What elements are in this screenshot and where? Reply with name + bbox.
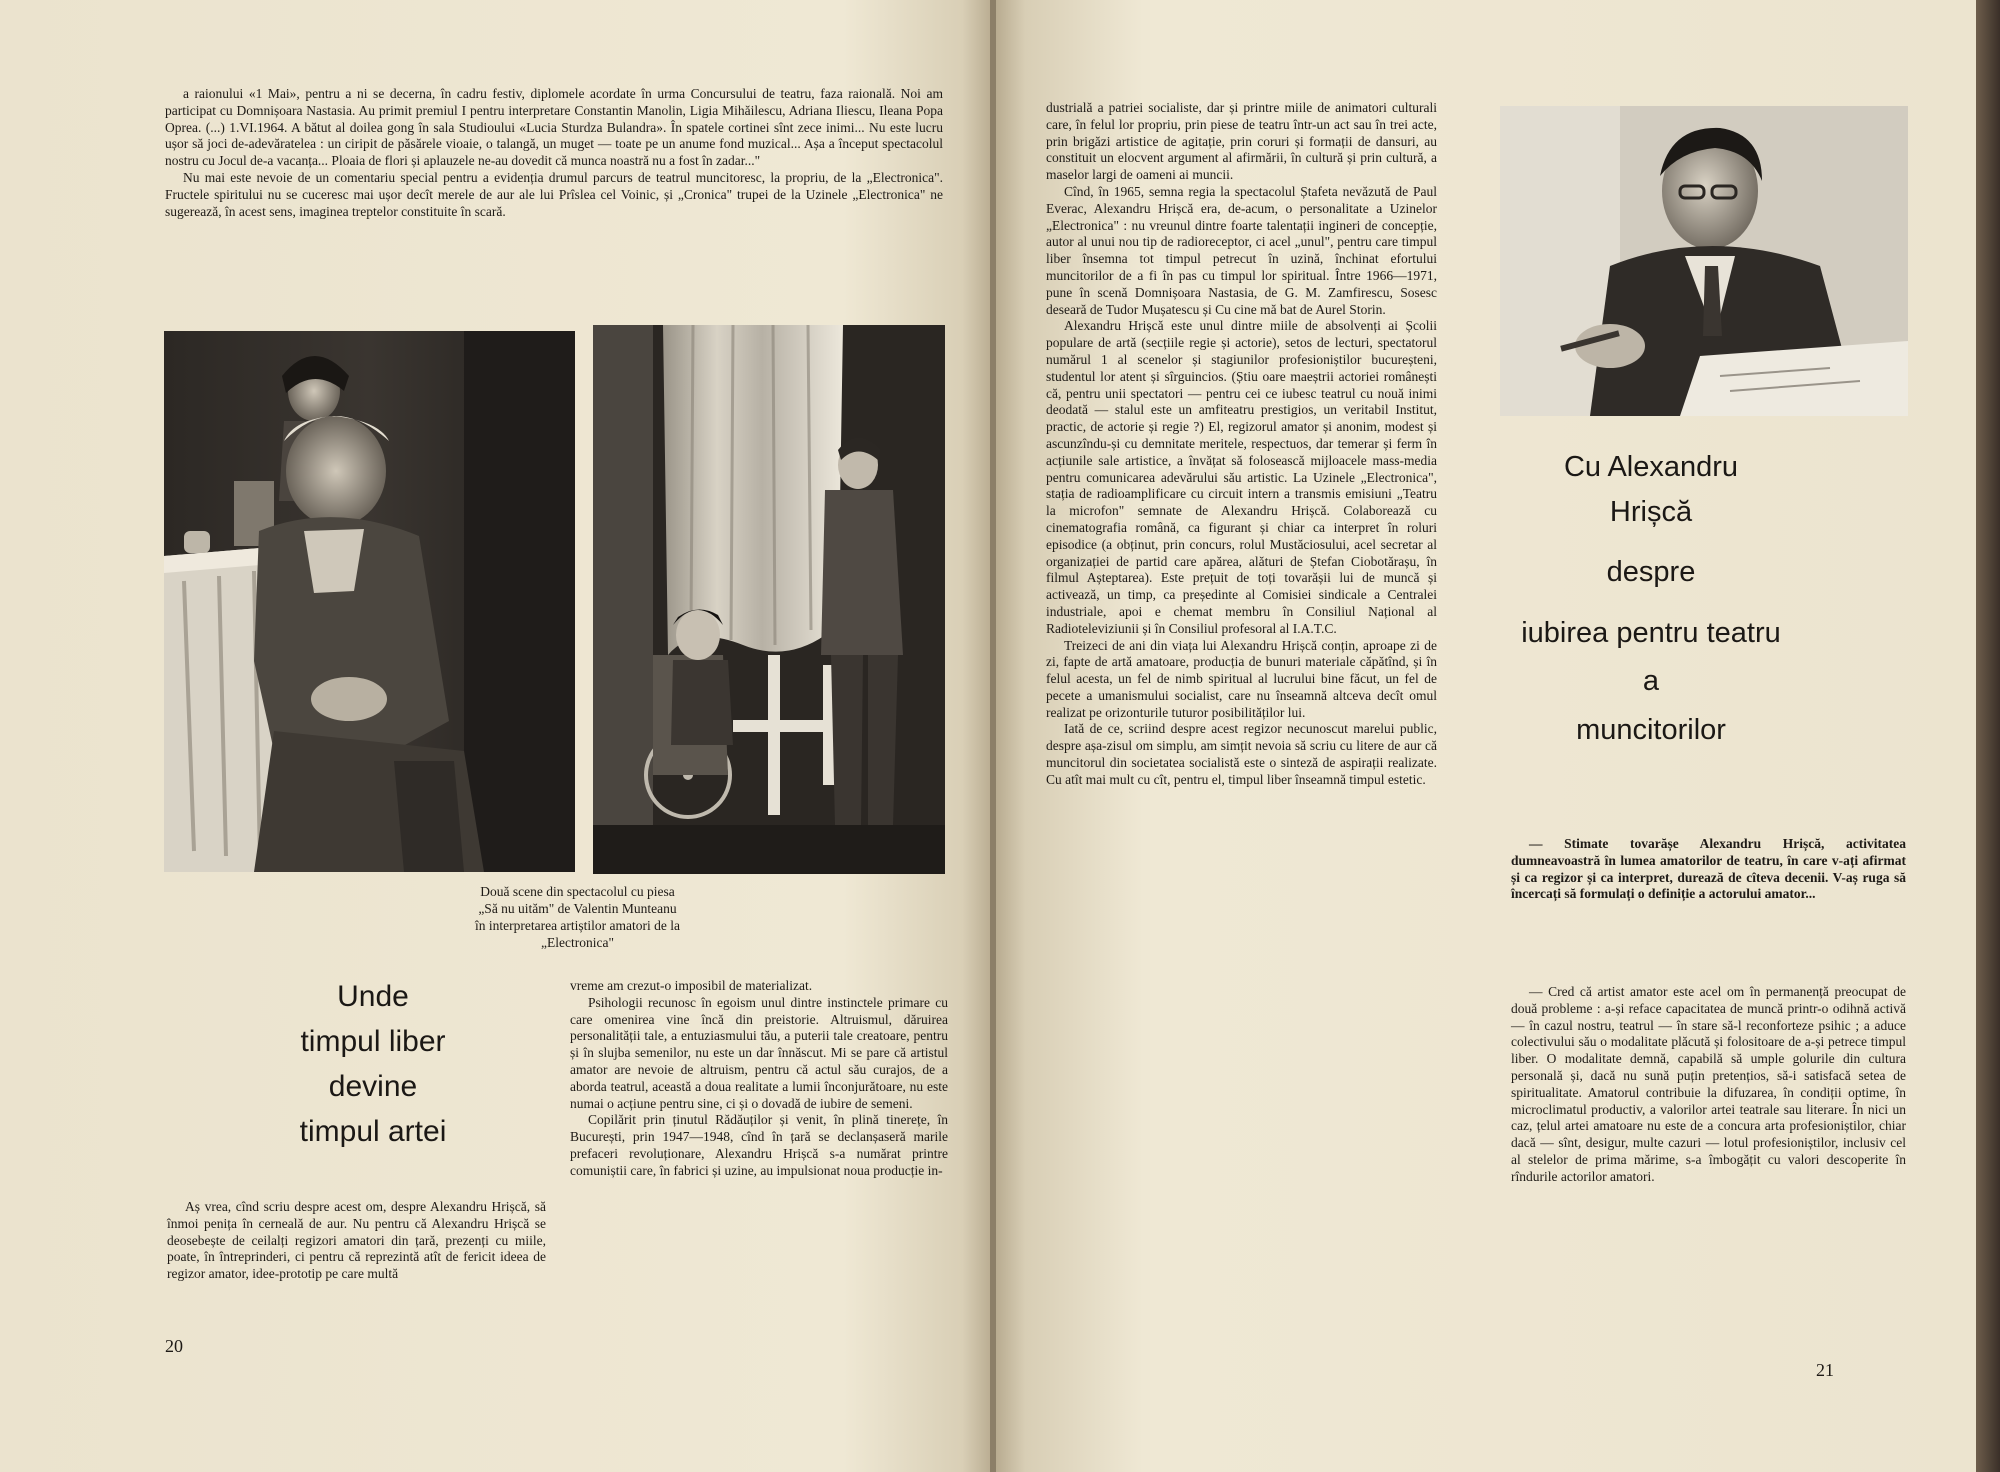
caption-line: „Electronica" bbox=[541, 935, 614, 950]
headline-line: timpul artei bbox=[299, 1115, 447, 1148]
paragraph: — Stimate tovarășe Alexandru Hrișcă, activitatea dumneavoastră în lumea amatorilor de teatru, în care v-ați afirmat și ca regizor și ca interpret, durează de cîteva decenii. V-aș ruga să încercați să formulați o definiție a actorului amator... bbox=[1511, 836, 1906, 902]
book-edge bbox=[1976, 0, 2000, 1472]
paragraph: vreme am crezut-o imposibil de materializat. bbox=[570, 978, 813, 993]
left-page bbox=[0, 0, 992, 1472]
headline-line: muncitorilor bbox=[1576, 713, 1726, 746]
headline-line: Unde bbox=[337, 980, 409, 1013]
paragraph: Cînd, în 1965, semna regia la spectacolul Ștafeta nevăzută de Paul Everac, Alexandru Hrișcă era, de-acum, o personalitate a Uzinelor „Electronica" : nu vreunul dintre foarte talentații ingineri de concepție, autor al unui nou tip de radioreceptor, ci acel „unul", pentru care timpul liber însemna tot timpul petrecut în uzină, închinat efortului muncitorilor de a fi în pas cu timpul lor spiritual. Între 1966—1971, pune în scenă Domnișoara Nastasia, de G. M. Zamfirescu, Sosesc deseară de Tudor Mușatescu și Cu cine mă bat de Aurel Storin. bbox=[1046, 183, 1437, 317]
paragraph: Psihologii recunosc în egoism unul dintre instinctele primare cu care omenirea vine încă din preistorie. Altruismul, dăruirea personalității tale, a entuziasmului tău, a puterii tale creatoare, pentru și în slujba semenilor, nu este un dar înnăscut. Mi se pare că artistul amator are nevoie de altruism, pentru că actul său curajos, de a aborda teatrul, această a doua realitate a lumii înconjurătoare, nu este numai o acțiune pentru sine, ci și o dovadă de iubire de semeni. bbox=[570, 994, 948, 1111]
headline-line: Hrișcă bbox=[1609, 495, 1693, 528]
caption-line: „Să nu uităm" de Valentin Munteanu bbox=[478, 901, 677, 916]
headline-line: timpul liber bbox=[300, 1025, 446, 1058]
interview-answer bbox=[1511, 984, 1906, 1186]
stage-photo-left-image bbox=[164, 331, 575, 872]
article-headline-right bbox=[1466, 445, 1836, 752]
headline-line: a bbox=[1642, 665, 1660, 697]
left-column-1 bbox=[167, 1199, 546, 1283]
paragraph: a raionului «1 Mai», pentru a ni se decerna, în cadru festiv, diplomele acordate în urma Concursului de teatru, faza raională. Noi am participat cu Domnișoara Nastasia. Au primit premiul I pentru interpretare Constantin Manolin, Ligia Mihăilescu, Adriana Iliescu, Ileana Popa Oprea. (...) 1.VI.1964. A bătut al doilea gong în sala Studioului «Lucia Sturdza Bulandra». În spatele cortinei sînt zece inimi... Nu este lucru ușor să joci de-adevăratelea : un ciripit de păsărele vioaie, o talangă, un muget — toate pe un anume fond muzical... Așa a început spectacolul nostru cu Jocul de-a vacanța... Ploaia de flori și aplauzele ne-au dovedit că munca noastră nu a fost în zadar..." bbox=[165, 86, 943, 169]
paragraph: Aș vrea, cînd scriu despre acest om, despre Alexandru Hrișcă, să înmoi penița în cerneală de aur. Nu pentru că Alexandru Hrișcă se deosebește de ceilalți regizori amatori din țară, prezenți cu miile, poate, în întreprinderi, ci pentru că reprezintă atît de fericit ideea de regizor amator, idee-prototip pe care multă bbox=[167, 1199, 546, 1282]
paragraph: Treizeci de ani din viața lui Alexandru Hrișcă conțin, aproape zi de zi, fapte de artă amatoare, producția de bunuri materiale căpătînd, și în felul acesta, un fel de nimb spiritual al lucrului bine făcut, un fel de pecete a umanismului socialist, care nu înseamnă altceva decît omul realizat pe orizonturile tuturor posibilităților lui. bbox=[1046, 637, 1437, 720]
caption-line: în interpretarea artiștilor amatori de la bbox=[474, 918, 681, 933]
photo-caption bbox=[380, 883, 775, 951]
article-headline-left bbox=[228, 974, 518, 1154]
right-column-1 bbox=[1046, 100, 1437, 789]
stage-photo-left bbox=[164, 331, 575, 872]
interview-question bbox=[1511, 836, 1906, 903]
intro-text-block bbox=[165, 86, 943, 220]
portrait-photo-image bbox=[1500, 106, 1908, 416]
portrait-photo bbox=[1500, 106, 1908, 416]
paragraph: Alexandru Hrișcă este unul dintre miile de absolvenți ai Școlii populare de artă (secțiile regie și actorie), setos de lecturi, spectatorul numărul 1 al scenelor și stagiunilor profesioniștilor bucureșteni, studentul lor atent și sîrguincios. (Știu oare maeștrii actoriei românești că, pentru unii spectatori — pentru cei ce iubesc teatrul cu nouă inimi deodată — stalul este un amfiteatru prestigios, un veritabil Institut, practic, de actorie și regie ?) El, regizorul amator și anonim, modest și ascunzîndu-și cu demnitate meritele, respectuos, dar temerar și ferm în acțiunile sale artistice, a învățat să folosească mijloacele mass-media pentru comunicarea adevărului său artistic. La Uzinele „Electronica", stația de radioamplificare cu circuit intern a transmis emisiuni „Teatru la microfon" semnate de Alexandru Hrișcă. Colaborează cu cinematografia română, ca figurant și chiar ca interpret în roluri episodice (a obținut, prin concurs, rolul Mustăciosului, acel secretar al organizației de partid care apărea, alături de Ștefan Ciobotărașu, în filmul Așteptarea). Este prețuit de toți tovarășii lui de muncă și activează, un timp, ca președinte al Comisiei sindicale a Centralei industriale, apoi e chemat membru în Consiliul Național al Radioteleviziunii și în Consiliul profesoral al I.A.T.C. bbox=[1046, 318, 1437, 636]
paragraph: — Cred că artist amator este acel om în permanență preocupat de două probleme : a-și reface capacitatea de muncă printr-o odihnă activă — în cazul nostru, teatrul — în stare să-l reconforteze psihic ; a aduce colectivului său o modalitate plăcută și folositoare de a-și petrece timpul liber. O modalitate demnă, capabilă să umple golurile din cultura personală și, dacă nu sună puțin pretențios, să-i satisfacă setea de spiritualitate. Amatorul contribuie la difuzarea, în condiții optime, în microclimatul productiv, a valorilor artei teatrale sau literare. În nici un caz, țelul artei amatoare nu este de a concura arta profesioniștilor, chiar dacă — sînt, desigur, multe cazuri — lotul profesioniștilor, inclusiv cel al stelelor de prima mărime, s-a îmbogățit cu valori descoperite în rîndurile actorilor amatori. bbox=[1511, 984, 1906, 1184]
headline-line: iubirea pentru teatru bbox=[1521, 616, 1781, 649]
headline-line: Cu Alexandru bbox=[1563, 451, 1739, 483]
right-page bbox=[996, 0, 1976, 1472]
paragraph: dustrială a patriei socialiste, dar și printre miile de animatori culturali care, în felul lor propriu, prin piese de teatru într-un act sau în trei acte, prin brigăzi artistice de agitație, prin coruri și formații de dansuri, au constituit un elocvent argument al afirmării, în cultură și prin cultură, a maselor largi de oameni ai muncii. bbox=[1046, 100, 1437, 183]
headline-line: despre bbox=[1606, 556, 1696, 588]
paragraph: Copilărit prin ținutul Rădăuților și venit, în plină tinerețe, în București, prin 1947—1948, cînd în țară se declanșaseră marile prefaceri revoluționare, Alexandru Hrișcă s-a numărat printre comuniștii care, în fabrici și uzine, au impulsionat noua producție in- bbox=[570, 1112, 948, 1178]
stage-photo-right bbox=[593, 325, 945, 874]
stage-photo-right-image bbox=[593, 325, 945, 874]
caption-line: Două scene din spectacolul cu piesa bbox=[480, 884, 675, 899]
page-number-right: 21 bbox=[1816, 1360, 1834, 1380]
page-number-left: 20 bbox=[165, 1336, 183, 1356]
paragraph: Iată de ce, scriind despre acest regizor necunoscut marelui public, despre așa-zisul om simplu, am simțit nevoia să scriu cu litere de aur că muncitorul din societatea socialistă este o sinteză de aspirații realizate. Cu atît mai mult cu cît, pentru el, timpul liber înseamnă timpul estetic. bbox=[1046, 721, 1437, 787]
left-column-2 bbox=[570, 978, 948, 1180]
paragraph: Nu mai este nevoie de un comentariu special pentru a evidenția drumul parcurs de teatrul muncitoresc, la propriu, de la „Electronica". Fructele spiritului nu se cuceresc mai ușor decît merele de aur ale lui Prîslea cel Voinic, și „Cronica" trupei de la Uzinele „Electronica" ne sugerează, în acest sens, imaginea treptelor constituite în scară. bbox=[165, 169, 943, 219]
headline-line: devine bbox=[328, 1070, 418, 1103]
